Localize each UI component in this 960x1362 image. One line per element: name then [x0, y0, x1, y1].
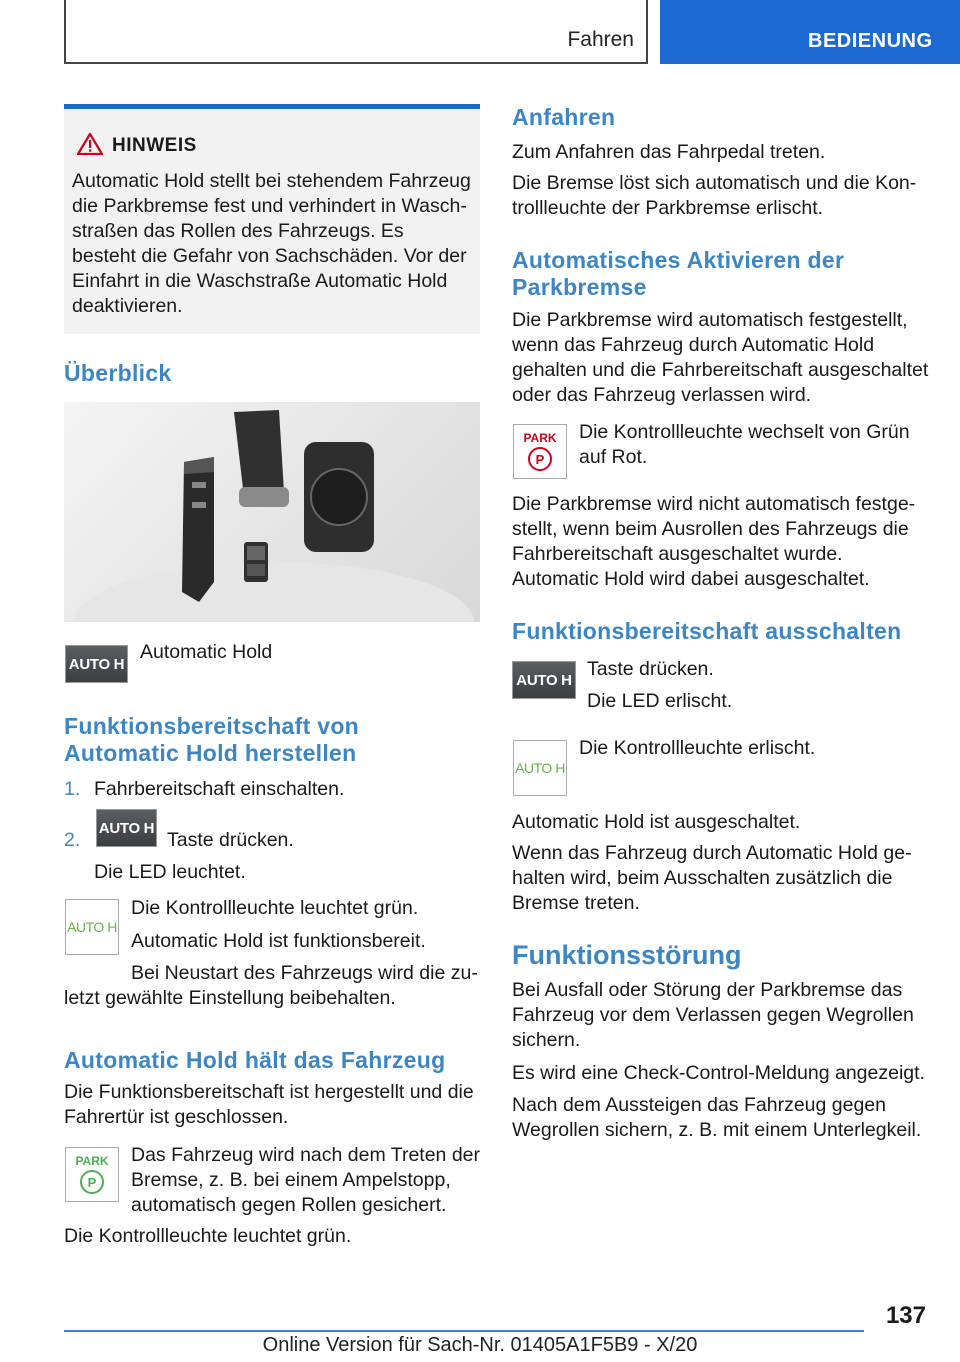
- heading-stoerung: Funktionsstörung: [512, 940, 742, 970]
- stoerung-text-1: Bei Ausfall oder Störung der Parkbremse das Fahrzeug vor dem Verlassen gegen Wegrollen sichern.: [512, 979, 914, 1051]
- anfahren-text-1: Zum Anfahren das Fahrpedal treten.: [512, 141, 826, 163]
- header-chapter: BEDIENUNG: [808, 30, 933, 52]
- header-section: Fahren: [567, 28, 634, 51]
- lamp-change-text: Die Kontrollleuchte wechselt von Grün auf Rot.: [579, 421, 910, 468]
- auto-h-button-icon: AUTO H: [65, 645, 128, 683]
- lamp-green-text: Die Kontrollleuchte leuchtet grün.: [131, 897, 419, 919]
- park-p-icon: P: [80, 1170, 104, 1194]
- heading-anfahren: Anfahren: [512, 104, 616, 130]
- not-auto-text: Die Parkbremse wird nicht automatisch festgestellt, wenn beim Ausrollen des Fahrzeugs die Fahrbereitschaft ausgeschaltet wurde. Automatic Hold wird dabei ausgeschaltet.: [512, 493, 916, 590]
- auto-h-button-icon: AUTO H: [512, 661, 576, 699]
- park-red-indicator-icon: [513, 424, 567, 479]
- lamp-off-text: Die Kontrollleuchte erlischt.: [579, 737, 816, 759]
- restart-text: Bei Neustart des Fahrzeugs wird die zuletzt gewählte Einstellung beibehalten.: [64, 962, 478, 1009]
- stoerung-text-3: Nach dem Aussteigen das Fahrzeug gegen Wegrollen sichern, z. B. mit einem Unterlegkeil.: [512, 1094, 922, 1141]
- auto-h-indicator-icon: AUTO H: [513, 740, 567, 796]
- header-section-box: [64, 0, 648, 64]
- step1-text: Fahrbereitschaft einschalten.: [94, 778, 345, 800]
- warning-icon: [77, 133, 103, 155]
- footer-rule: [64, 1330, 864, 1332]
- press-text: Taste drücken.: [587, 658, 714, 680]
- anfahren-text-2: Die Bremse löst sich automatisch und die Kontrollleuchte der Parkbremse erlischt.: [512, 172, 917, 219]
- footer-text: Online Version für Sach-Nr. 01405A1F5B9 - X/20: [262, 1334, 698, 1356]
- heading-haelt: Automatic Hold hält das Fahrzeug: [64, 1047, 446, 1073]
- park-red-p-icon: P: [528, 447, 552, 471]
- heading-auto-park: Automatisches Aktivieren der Parkbremse: [512, 247, 845, 300]
- note-text: Automatic Hold stellt bei stehendem Fahrzeug die Parkbremse fest und verhindert in Waschstraßen das Rollen des Fahrzeugs. Es besteht die Gefahr von Sachschäden. Vor der Einfahrt in die Waschstraße Automatic Hold deaktivieren.: [72, 170, 471, 317]
- heading-herstellen: Funktionsbereitschaft von Automatic Hold herstellen: [64, 713, 360, 766]
- heading-ausschalten: Funktionsbereitschaft ausschalten: [512, 618, 902, 644]
- step2-number: 2.: [64, 829, 81, 851]
- off-text: Automatic Hold ist ausgeschaltet.: [512, 811, 801, 833]
- step1-number: 1.: [64, 778, 81, 800]
- park-text: Das Fahrzeug wird nach dem Treten der Bremse, z. B. bei einem Ampelstopp, automatisch gegen Rollen gesichert.: [131, 1144, 481, 1216]
- header-chapter-box: [660, 0, 960, 64]
- park-indicator-icon: [65, 1147, 119, 1202]
- overview-caption: Automatic Hold: [140, 641, 273, 663]
- overview-heading: Überblick: [64, 360, 172, 386]
- park-label: PARK: [75, 1154, 109, 1168]
- page-number: 137: [885, 1302, 926, 1329]
- park-red-label: PARK: [523, 431, 557, 445]
- auto-park-text: Die Parkbremse wird automatisch festgestellt, wenn das Fahrzeug durch Automatic Hold gehalten und die Fahrbereitschaft ausgeschaltet oder das Fahrzeug verlassen wird.: [512, 309, 929, 406]
- stoerung-text-2: Es wird eine Check-Control-Meldung angezeigt.: [512, 1062, 925, 1084]
- note-title: HINWEIS: [112, 135, 197, 156]
- haelt-text: Die Funktionsbereitschaft ist hergestellt und die Fahrertür ist geschlossen.: [64, 1081, 474, 1128]
- console-illustration: [64, 402, 480, 622]
- ready-text: Automatic Hold ist funktionsbereit.: [131, 930, 426, 952]
- auto-h-button-icon: AUTO H: [96, 809, 157, 847]
- step2-text: Taste drücken.: [167, 829, 294, 851]
- lamp-green2-text: Die Kontrollleuchte leuchtet grün.: [64, 1225, 352, 1247]
- auto-h-indicator-icon: AUTO H: [65, 899, 119, 955]
- led-off-text: Die LED erlischt.: [587, 690, 733, 712]
- led-on-text: Die LED leuchtet.: [94, 861, 246, 883]
- brake-text: Wenn das Fahrzeug durch Automatic Hold gehalten wird, beim Ausschalten zusätzlich die Bremse treten.: [512, 842, 912, 914]
- console-photo: [64, 402, 480, 622]
- note-box: [64, 104, 480, 334]
